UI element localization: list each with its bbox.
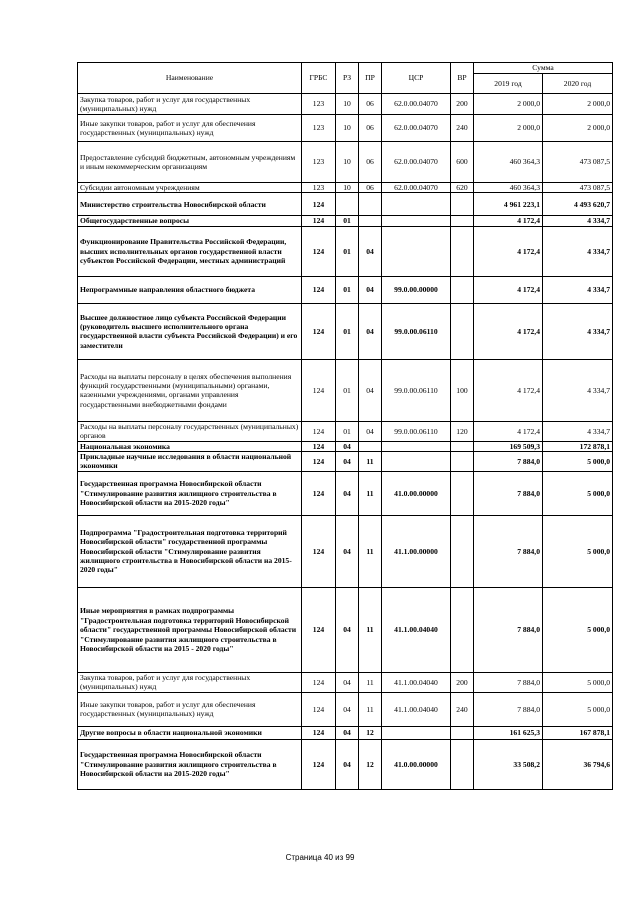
cell-s2019: 7 884,0 [474,672,543,692]
cell-grbs: 123 [302,183,336,193]
cell-pr [359,441,382,451]
cell-rz: 04 [336,692,359,726]
table-row [78,587,613,672]
cell-grbs: 124 [302,452,336,472]
cell-s2020: 5 000,0 [543,471,613,515]
cell-pr: 06 [359,183,382,193]
cell-name: Закупка товаров, работ и услуг для государственных (муниципальных) нужд [78,672,302,692]
cell-vr: 100 [451,359,474,421]
cell-s2020: 5 000,0 [543,515,613,587]
cell-s2019: 7 884,0 [474,587,543,672]
cell-s2019: 33 508,2 [474,739,543,789]
cell-s2019: 4 172,4 [474,226,543,276]
cell-pr: 11 [359,692,382,726]
cell-s2019: 7 884,0 [474,515,543,587]
cell-name: Непрограммные направления областного бюджета [78,276,302,303]
budget-table-sheet [77,62,612,790]
cell-vr [451,726,474,739]
cell-vr [451,193,474,216]
cell-csr: 41.1.00.04040 [382,587,451,672]
cell-grbs: 124 [302,692,336,726]
cell-s2020: 4 334,7 [543,359,613,421]
cell-pr: 11 [359,515,382,587]
table-row [78,303,613,359]
cell-s2020: 4 334,7 [543,303,613,359]
cell-grbs: 124 [302,471,336,515]
cell-s2020: 473 087,5 [543,183,613,193]
cell-s2019: 7 884,0 [474,692,543,726]
table-row [78,421,613,441]
cell-name: Расходы на выплаты персоналу в целях обеспечения выполнения функций государственными (муниципальными) органами, казенными учреждениями, органами управления государственными внебюджетными фондами [78,359,302,421]
cell-name: Субсидии автономным учреждениям [78,183,302,193]
cell-rz: 04 [336,587,359,672]
cell-rz: 10 [336,142,359,183]
cell-pr: 04 [359,226,382,276]
cell-s2019: 7 884,0 [474,452,543,472]
cell-vr [451,441,474,451]
cell-rz: 10 [336,94,359,115]
cell-s2019: 2 000,0 [474,94,543,115]
cell-s2019: 4 172,4 [474,303,543,359]
table-row [78,452,613,472]
cell-grbs: 124 [302,193,336,216]
cell-vr: 120 [451,421,474,441]
cell-s2020: 36 794,6 [543,739,613,789]
cell-s2020: 4 334,7 [543,276,613,303]
cell-rz: 04 [336,471,359,515]
cell-vr [451,515,474,587]
cell-name: Другие вопросы в области национальной экономики [78,726,302,739]
cell-grbs: 124 [302,421,336,441]
cell-rz: 04 [336,672,359,692]
cell-s2019: 161 625,3 [474,726,543,739]
cell-pr: 11 [359,471,382,515]
cell-csr [382,193,451,216]
cell-pr [359,216,382,226]
table-row [78,441,613,451]
cell-vr: 240 [451,115,474,142]
cell-csr: 62.0.00.04070 [382,94,451,115]
cell-rz: 10 [336,115,359,142]
cell-name: Функционирование Правительства Российской Федерации, высших исполнительных органов государственной власти субъектов Российской Федерации, местных администраций [78,226,302,276]
cell-vr [451,216,474,226]
cell-rz: 04 [336,441,359,451]
cell-s2020: 167 878,1 [543,726,613,739]
table-row [78,183,613,193]
table-row [78,115,613,142]
header-pr: ПР [359,63,382,94]
cell-grbs: 123 [302,115,336,142]
cell-name: Иные мероприятия в рамках подпрограммы "Градостроительная подготовка территорий Новосибирской области" государственной программы Новосибирской области "Стимулирование развития жилищного строительства в Новосибирской области на 2015 - 2020 годы" [78,587,302,672]
header-year-2020: 2020 год [543,74,613,94]
cell-s2020: 4 334,7 [543,421,613,441]
cell-vr [451,226,474,276]
cell-rz: 10 [336,183,359,193]
cell-pr: 11 [359,587,382,672]
cell-name: Подпрограмма "Градостроительная подготовка территорий Новосибирской области" государственной программы Новосибирской области "Стимулирование развития жилищного строительства в Новосибирской области на 2015-2020 годы" [78,515,302,587]
header-grbs: ГРБС [302,63,336,94]
cell-csr: 99.0.00.00000 [382,276,451,303]
cell-name: Расходы на выплаты персоналу государственных (муниципальных) органов [78,421,302,441]
cell-grbs: 123 [302,94,336,115]
cell-name: Высшее должностное лицо субъекта Российской Федерации (руководитель высшего исполнительного органа государственной власти субъекта Российской Федерации) и его заместители [78,303,302,359]
cell-pr [359,193,382,216]
cell-vr: 240 [451,692,474,726]
header-csr: ЦСР [382,63,451,94]
cell-rz: 04 [336,726,359,739]
cell-rz [336,193,359,216]
cell-vr [451,303,474,359]
cell-pr: 12 [359,739,382,789]
cell-csr: 62.0.00.04070 [382,115,451,142]
table-row [78,471,613,515]
cell-vr: 200 [451,94,474,115]
cell-name: Государственная программа Новосибирской области "Стимулирование развития жилищного строительства в Новосибирской области на 2015-2020 годы" [78,739,302,789]
cell-vr [451,276,474,303]
table-row [78,692,613,726]
table-row [78,672,613,692]
cell-s2020: 5 000,0 [543,587,613,672]
cell-rz: 01 [336,216,359,226]
cell-csr: 41.1.00.04040 [382,672,451,692]
cell-grbs: 124 [302,226,336,276]
cell-name: Закупка товаров, работ и услуг для государственных (муниципальных) нужд [78,94,302,115]
cell-rz: 01 [336,276,359,303]
cell-name: Иные закупки товаров, работ и услуг для обеспечения государственных (муниципальных) нужд [78,692,302,726]
table-row [78,142,613,183]
table-row [78,276,613,303]
cell-grbs: 124 [302,441,336,451]
cell-s2020: 5 000,0 [543,452,613,472]
table-row [78,359,613,421]
cell-s2020: 4 334,7 [543,226,613,276]
cell-s2019: 4 172,4 [474,421,543,441]
cell-s2019: 460 364,3 [474,142,543,183]
header-year-2019: 2019 год [474,74,543,94]
header-sum: Сумма [474,63,613,74]
cell-name: Национальная экономика [78,441,302,451]
cell-csr [382,226,451,276]
cell-s2020: 473 087,5 [543,142,613,183]
cell-csr: 99.0.00.06110 [382,303,451,359]
cell-name: Министерство строительства Новосибирской области [78,193,302,216]
cell-csr [382,216,451,226]
cell-csr [382,726,451,739]
table-row [78,193,613,216]
cell-name: Предоставление субсидий бюджетным, автономным учреждениям и иным некоммерческим организациям [78,142,302,183]
cell-s2019: 169 509,3 [474,441,543,451]
cell-pr: 12 [359,726,382,739]
cell-name: Общегосударственные вопросы [78,216,302,226]
cell-pr: 06 [359,94,382,115]
cell-pr: 11 [359,672,382,692]
cell-name: Прикладные научные исследования в области национальной экономики [78,452,302,472]
cell-csr: 41.1.00.04040 [382,692,451,726]
table-row [78,726,613,739]
header-vr: ВР [451,63,474,94]
cell-pr: 04 [359,276,382,303]
cell-rz: 01 [336,359,359,421]
cell-s2020: 2 000,0 [543,94,613,115]
cell-pr: 06 [359,142,382,183]
cell-pr: 06 [359,115,382,142]
cell-grbs: 124 [302,672,336,692]
cell-rz: 01 [336,303,359,359]
cell-pr: 04 [359,359,382,421]
cell-s2019: 7 884,0 [474,471,543,515]
cell-s2019: 460 364,3 [474,183,543,193]
cell-vr [451,452,474,472]
cell-vr: 200 [451,672,474,692]
cell-csr: 41.0.00.00000 [382,739,451,789]
page-footer: Страница 40 из 99 [285,853,355,862]
cell-rz: 04 [336,739,359,789]
cell-vr [451,739,474,789]
cell-pr: 04 [359,421,382,441]
cell-s2020: 2 000,0 [543,115,613,142]
cell-rz: 01 [336,226,359,276]
header-name: Наименование [78,63,302,94]
cell-grbs: 123 [302,142,336,183]
cell-vr: 620 [451,183,474,193]
cell-csr: 62.0.00.04070 [382,142,451,183]
table-row [78,226,613,276]
cell-name: Иные закупки товаров, работ и услуг для обеспечения государственных (муниципальных) нужд [78,115,302,142]
table-row [78,739,613,789]
budget-table [77,62,613,790]
header-rz: РЗ [336,63,359,94]
cell-s2020: 5 000,0 [543,692,613,726]
cell-s2019: 4 172,4 [474,359,543,421]
cell-grbs: 124 [302,216,336,226]
cell-csr [382,441,451,451]
cell-csr: 99.0.00.06110 [382,421,451,441]
cell-grbs: 124 [302,587,336,672]
cell-grbs: 124 [302,739,336,789]
cell-s2019: 4 172,4 [474,276,543,303]
cell-pr: 04 [359,303,382,359]
cell-csr: 41.0.00.00000 [382,471,451,515]
cell-name: Государственная программа Новосибирской области "Стимулирование развития жилищного строительства в Новосибирской области на 2015-2020 годы" [78,471,302,515]
cell-vr [451,471,474,515]
cell-vr [451,587,474,672]
cell-csr: 41.1.00.00000 [382,515,451,587]
cell-s2019: 4 172,4 [474,216,543,226]
cell-rz: 04 [336,515,359,587]
cell-rz: 04 [336,452,359,472]
cell-csr [382,452,451,472]
cell-grbs: 124 [302,276,336,303]
cell-grbs: 124 [302,303,336,359]
cell-csr: 99.0.00.06110 [382,359,451,421]
cell-s2020: 172 878,1 [543,441,613,451]
table-row [78,515,613,587]
cell-s2019: 2 000,0 [474,115,543,142]
cell-grbs: 124 [302,726,336,739]
cell-grbs: 124 [302,515,336,587]
cell-pr: 11 [359,452,382,472]
cell-grbs: 124 [302,359,336,421]
cell-s2020: 4 493 620,7 [543,193,613,216]
cell-rz: 01 [336,421,359,441]
cell-s2019: 4 961 223,1 [474,193,543,216]
table-row [78,216,613,226]
cell-s2020: 4 334,7 [543,216,613,226]
cell-s2020: 5 000,0 [543,672,613,692]
cell-vr: 600 [451,142,474,183]
cell-csr: 62.0.00.04070 [382,183,451,193]
table-header-row-1 [78,63,613,74]
table-row [78,94,613,115]
